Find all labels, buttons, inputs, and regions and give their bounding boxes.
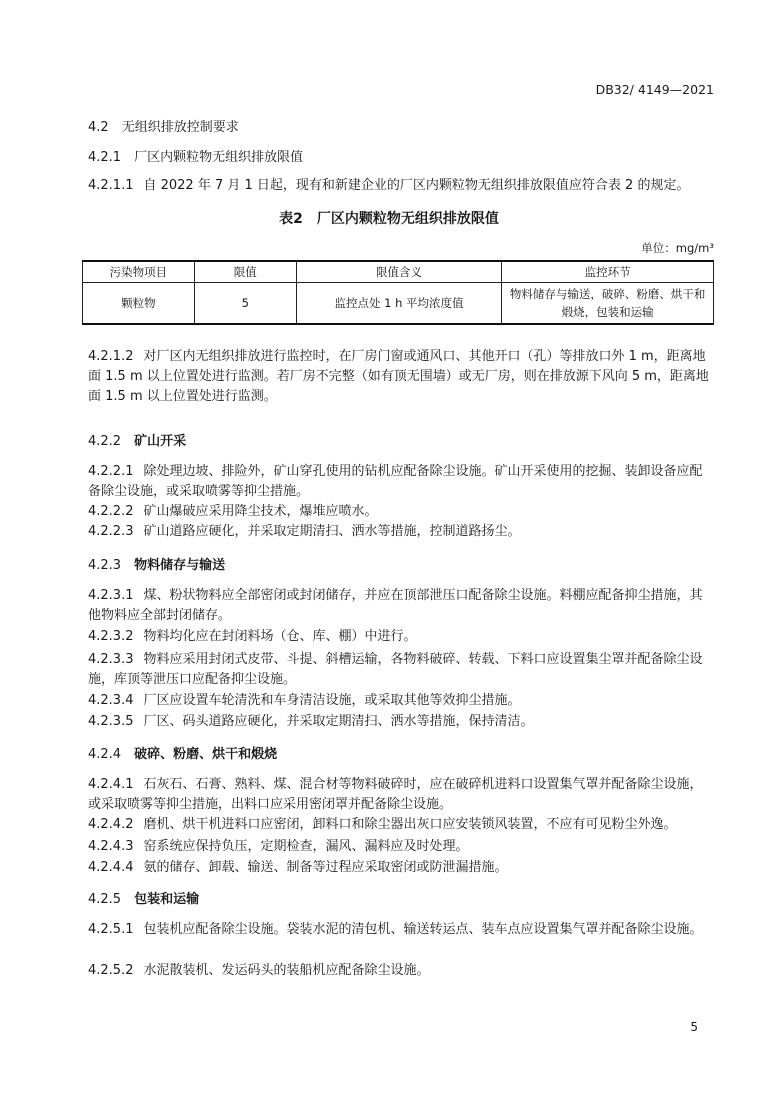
heading-number: 4.2.5: [88, 892, 122, 907]
heading-number: 4.2.2: [88, 434, 122, 449]
paragraph-4-2-3-4: [88, 691, 712, 711]
clause-text: 矿山爆破应采用降尘技术，爆堆应喷水。: [143, 504, 378, 519]
heading-title: 矿山开采: [134, 434, 187, 449]
table-header-row: [83, 261, 714, 283]
clause-number: 4.2.1.2: [88, 349, 134, 364]
col-header-meaning: 限值含义: [296, 261, 502, 283]
clause-number: 4.2.5.1: [88, 922, 134, 937]
heading-title: 物料储存与输送: [134, 558, 226, 573]
clause-number: 4.2.3.5: [88, 714, 134, 729]
paragraph-4-2-5-1: [88, 920, 712, 940]
paragraph-4-2-3-1: [88, 586, 712, 626]
clause-text: 除处理边坡、排险外，矿山穿孔使用的钻机应配备除尘设施。矿山开采使用的挖掘、装卸设备应配备除尘设施，或采取喷雾等抑尘措施。: [88, 464, 703, 499]
clause-text: 自 2022 年 7 月 1 日起，现有和新建企业的厂区内颗粒物无组织排放限值应符合表 2 的规定。: [143, 178, 690, 193]
paragraph-4-2-5-2: [88, 961, 712, 981]
heading-title: 破碎、粉磨、烘干和煅烧: [134, 747, 278, 762]
heading-title: 无组织排放控制要求: [121, 120, 239, 135]
page-number: 5: [690, 1020, 698, 1034]
doc-code: DB32/ 4149—2021: [595, 82, 714, 97]
table-row: [83, 283, 714, 325]
cell-meaning: 监控点处 1 h 平均浓度值: [296, 283, 502, 325]
clause-number: 4.2.2.1: [88, 464, 134, 479]
clause-text: 窑系统应保持负压，定期检查，漏风、漏料应及时处理。: [143, 839, 469, 854]
clause-number: 4.2.3.1: [88, 588, 134, 603]
paragraph-4-2-2-2: [88, 502, 712, 522]
clause-text: 厂区应设置车轮清洗和车身清洁设施，或采取其他等效抑尘措施。: [143, 693, 521, 708]
heading-4-2-2: [88, 432, 186, 452]
paragraph-4-2-2-1: [88, 462, 712, 502]
clause-text: 矿山道路应硬化，并采取定期清扫、洒水等措施，控制道路扬尘。: [143, 524, 521, 539]
heading-number: 4.2.4: [88, 747, 122, 762]
heading-4-2-1: [88, 148, 303, 168]
heading-number: 4.2: [88, 120, 109, 135]
paragraph-4-2-1-2: [88, 347, 712, 407]
clause-text: 物料应采用封闭式皮带、斗提、斜槽运输，各物料破碎、转载、下料口应设置集尘罩并配备除尘设施，库顶等泄压口应配备抑尘设施。: [88, 652, 703, 687]
clause-number: 4.2.4.4: [88, 860, 134, 875]
clause-text: 对厂区内无组织排放进行监控时，在厂房门窗或通风口、其他开口（孔）等排放口外 1 m，距离地面 1.5 m 以上位置处进行监测。若厂房不完整（如有顶无围墙）或无厂房，则在排放源下风向 5 m，距离地面 1.5 m 以上位置处进行监测。: [88, 349, 709, 404]
clause-number: 4.2.4.2: [88, 817, 134, 832]
clause-number: 4.2.1.1: [88, 178, 134, 193]
heading-4-2: [88, 118, 239, 138]
table-title: 表2 厂区内颗粒物无组织排放限值: [279, 211, 499, 227]
col-header-stage: 监控环节: [502, 261, 714, 283]
heading-title: 厂区内颗粒物无组织排放限值: [134, 150, 304, 165]
clause-number: 4.2.3.2: [88, 629, 134, 644]
clause-number: 4.2.5.2: [88, 963, 134, 978]
paragraph-4-2-3-2: [88, 627, 712, 647]
heading-number: 4.2.3: [88, 558, 122, 573]
cell-stage: 物料储存与输送，破碎、粉磨、烘干和煅烧，包装和运输: [502, 283, 714, 325]
col-header-pollutant: 污染物项目: [83, 261, 195, 283]
limit-table: [82, 260, 714, 325]
paragraph-4-2-3-3: [88, 650, 712, 690]
heading-title: 包装和运输: [134, 892, 200, 907]
heading-4-2-5: [88, 890, 199, 910]
heading-4-2-3: [88, 556, 225, 576]
heading-4-2-4: [88, 745, 277, 765]
heading-number: 4.2.1: [88, 150, 122, 165]
clause-text: 磨机、烘干机进料口应密闭，卸料口和除尘器出灰口应安装锁风装置，不应有可见粉尘外逸。: [143, 817, 677, 832]
table-unit: 单位：mg/m³: [641, 241, 714, 255]
clause-text: 包装机应配备除尘设施。袋装水泥的清包机、输送转运点、装车点应设置集气罩并配备除尘设施。: [143, 922, 703, 937]
paragraph-4-2-4-4: [88, 858, 712, 878]
cell-pollutant: 颗粒物: [83, 283, 195, 325]
paragraph-4-2-3-5: [88, 712, 712, 732]
clause-number: 4.2.4.1: [88, 777, 134, 792]
clause-number: 4.2.3.4: [88, 693, 134, 708]
clause-text: 物料均化应在封闭料场（仓、库、棚）中进行。: [143, 629, 417, 644]
clause-number: 4.2.4.3: [88, 839, 134, 854]
paragraph-4-2-1-1: [88, 176, 712, 196]
clause-text: 煤、粉状物料应全部密闭或封闭储存，并应在顶部泄压口配备除尘设施。料棚应配备抑尘措施，其他物料应全部封闭储存。: [88, 588, 703, 623]
paragraph-4-2-2-3: [88, 522, 712, 542]
clause-number: 4.2.2.2: [88, 504, 134, 519]
paragraph-4-2-4-3: [88, 837, 712, 857]
clause-text: 水泥散装机、发运码头的装船机应配备除尘设施。: [143, 963, 430, 978]
clause-text: 石灰石、石膏、熟料、煤、混合材等物料破碎时，应在破碎机进料口设置集气罩并配备除尘设施，或采取喷雾等抑尘措施，出料口应采用密闭罩并配备除尘设施。: [88, 777, 703, 812]
paragraph-4-2-4-1: [88, 775, 712, 815]
paragraph-4-2-4-2: [88, 815, 712, 835]
cell-limit: 5: [194, 283, 296, 325]
clause-number: 4.2.3.3: [88, 652, 134, 667]
clause-number: 4.2.2.3: [88, 524, 134, 539]
clause-text: 氨的储存、卸载、输送、制备等过程应采取密闭或防泄漏措施。: [143, 860, 508, 875]
clause-text: 厂区、码头道路应硬化，并采取定期清扫、洒水等措施，保持清洁。: [143, 714, 534, 729]
col-header-limit: 限值: [194, 261, 296, 283]
